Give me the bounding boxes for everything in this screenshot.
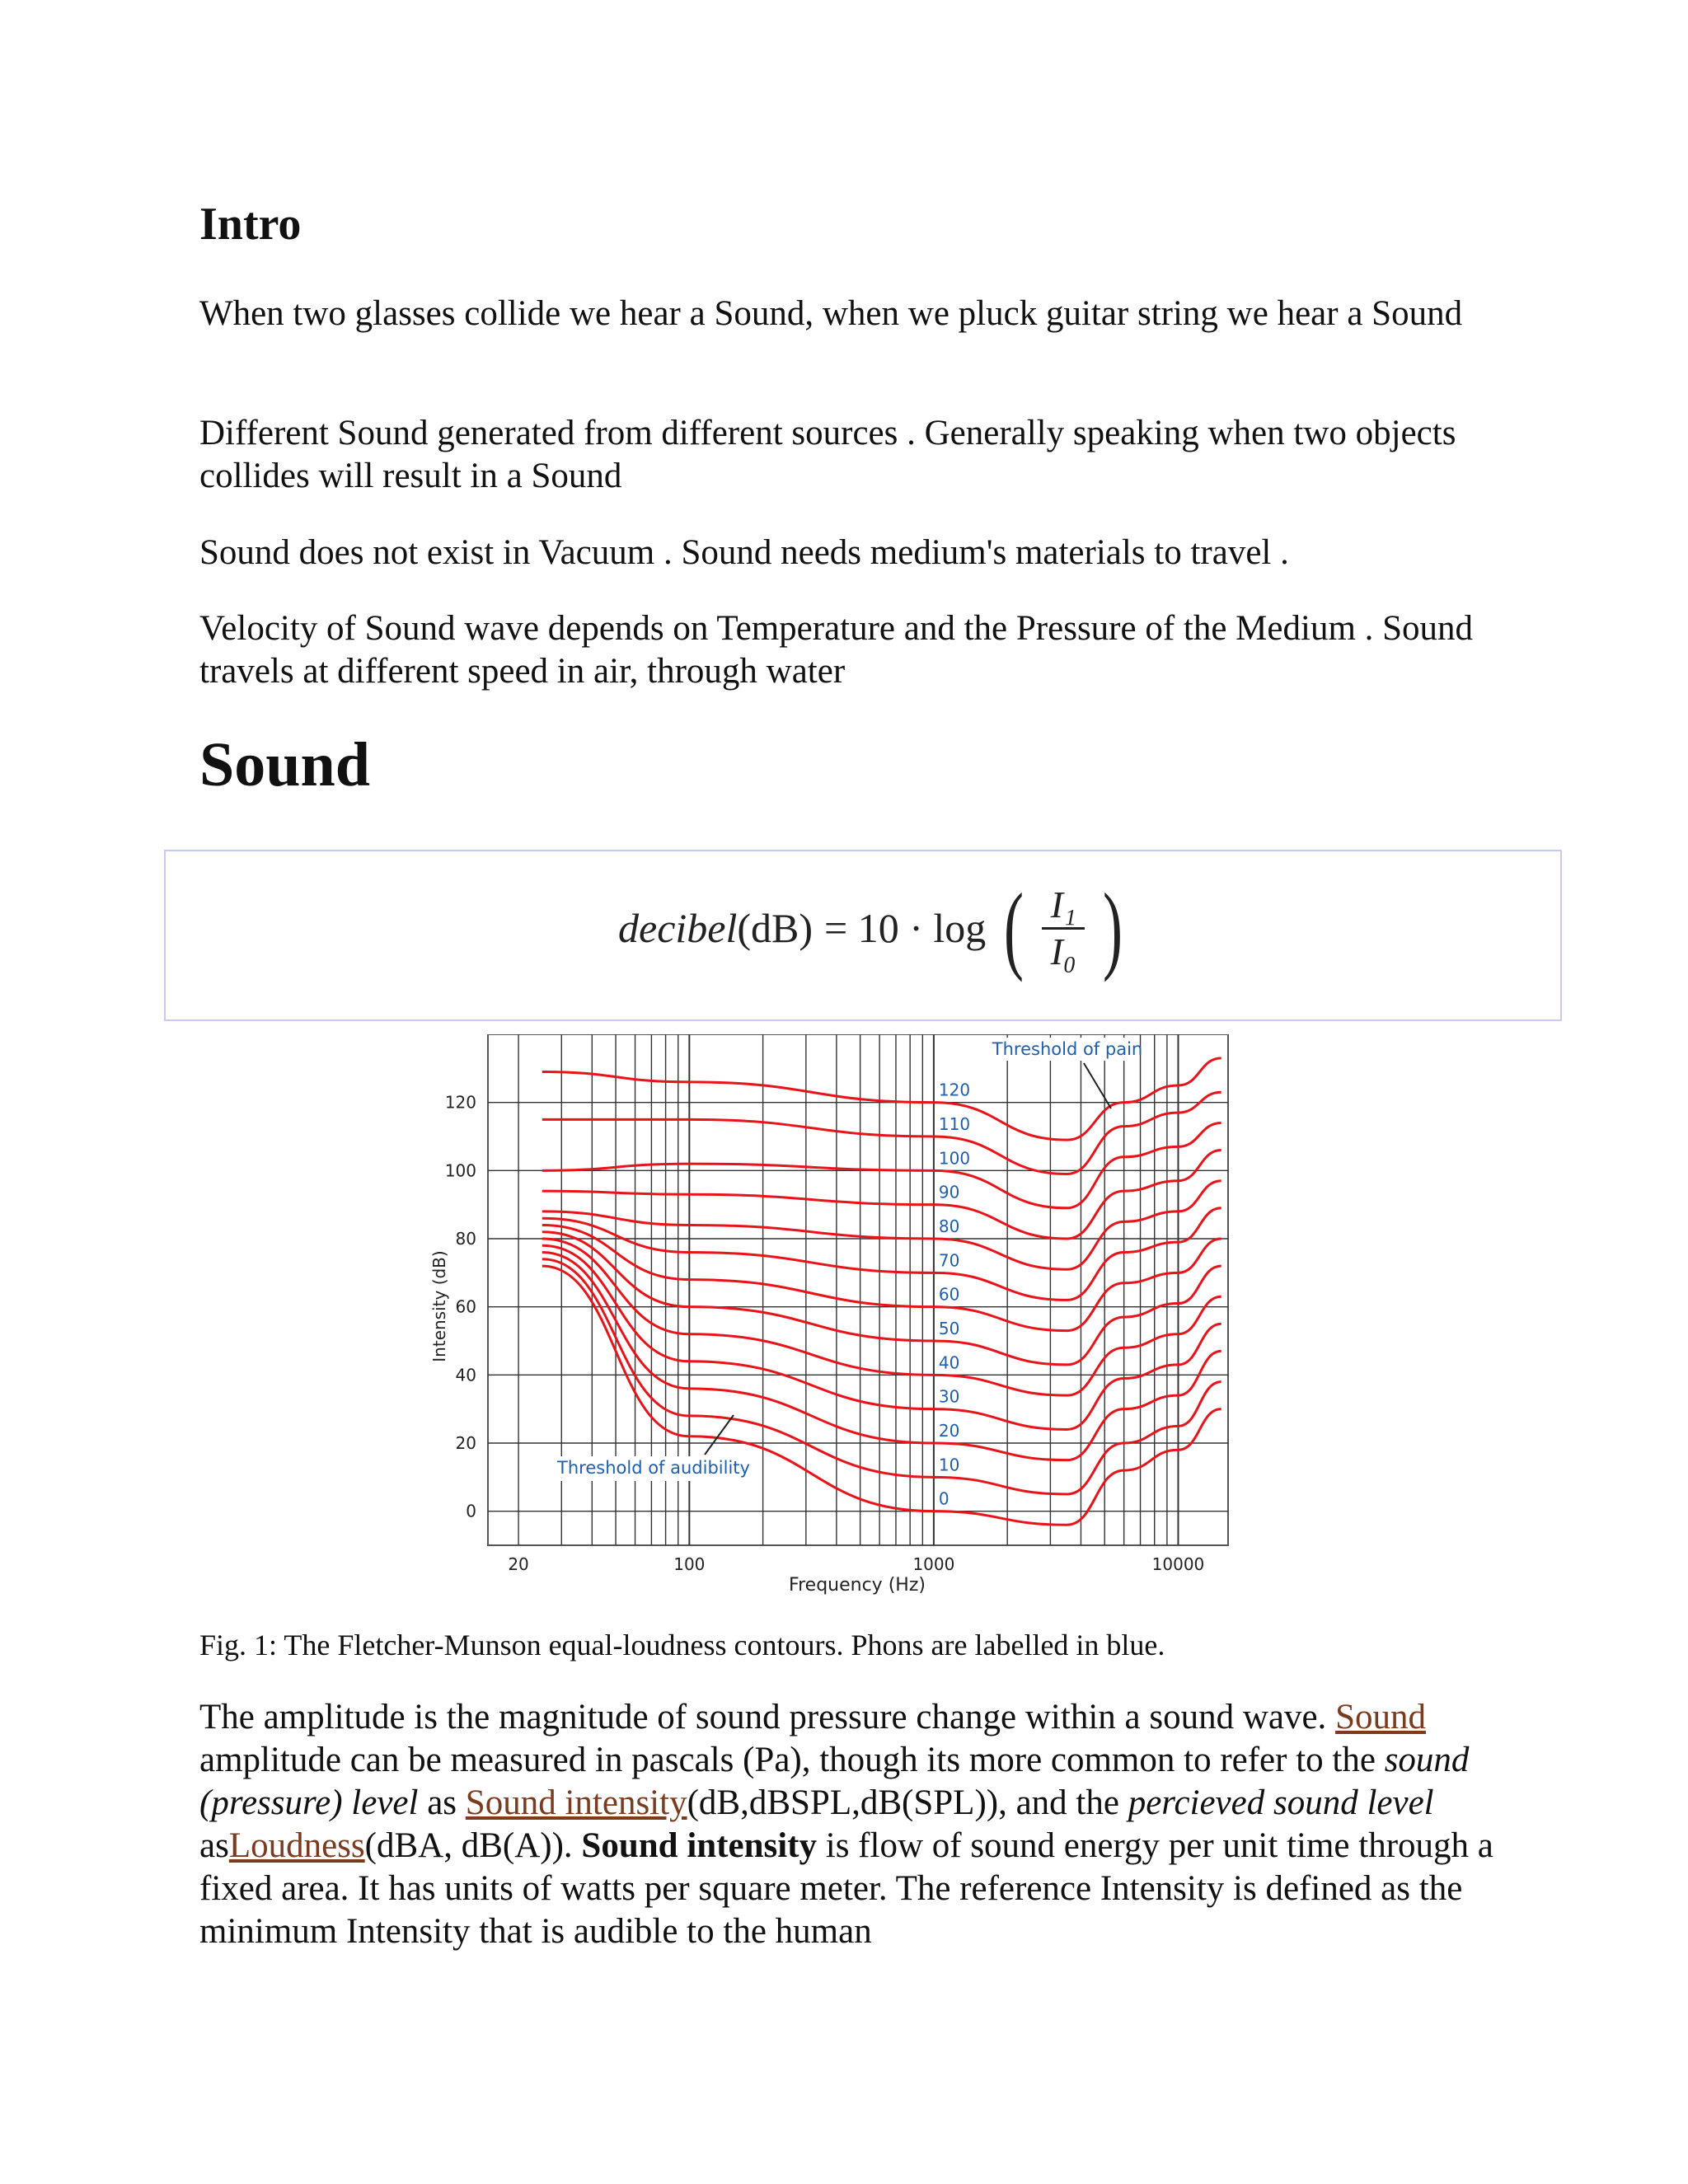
decibel-formula	[618, 873, 1129, 982]
sound-intensity-link[interactable]: Sound intensity	[465, 1783, 687, 1822]
formula-lhs: decibel(dB)	[618, 905, 814, 951]
x-tick-label: 1000	[912, 1554, 955, 1574]
intro-paragraph-1: When two glasses collide we hear a Sound, when we pluck guitar string we hear a Sound	[199, 294, 1463, 333]
y-axis-label: Intensity (dB)	[429, 1250, 449, 1362]
intro-paragraph-4: Velocity of Sound wave depends on Temperature and the Pressure of the Medium . Sound travels at different speed in air, through water	[199, 609, 1474, 691]
x-tick-label: 10000	[1151, 1554, 1205, 1574]
sound-heading: Sound	[199, 730, 371, 799]
phon-label-120: 120	[938, 1080, 971, 1100]
formula-fraction	[1042, 884, 1085, 972]
intro-heading: Intro	[199, 199, 302, 250]
x-tick-label: 20	[508, 1554, 529, 1574]
intro-paragraph-2: Different Sound generated from different sources . Generally speaking when two objects collides will result in a Sound	[199, 414, 1456, 495]
formula-rhs: = 10 · log	[824, 905, 987, 951]
y-tick-label: 80	[455, 1229, 476, 1249]
phon-label-90: 90	[938, 1182, 960, 1202]
phon-label-70: 70	[938, 1250, 960, 1271]
x-tick-label: 100	[673, 1554, 706, 1574]
phon-label-80: 80	[938, 1216, 960, 1236]
y-tick-label: 40	[455, 1365, 476, 1385]
phon-label-10: 10	[938, 1455, 960, 1475]
y-tick-label: 60	[455, 1296, 476, 1317]
y-tick-label: 20	[455, 1433, 476, 1453]
phon-label-50: 50	[938, 1319, 960, 1338]
intro-paragraph-3: Sound does not exist in Vacuum . Sound needs medium's materials to travel .	[199, 533, 1289, 572]
phon-label-60: 60	[938, 1284, 960, 1305]
phon-label-100: 100	[938, 1148, 971, 1169]
left-paren: (	[1004, 873, 1025, 982]
equal-loudness-chart	[429, 1034, 1253, 1611]
phon-label-20: 20	[938, 1421, 960, 1441]
figure-caption: Fig. 1: The Fletcher-Munson equal-loudness contours. Phons are labelled in blue.	[199, 1629, 1165, 1661]
right-paren: )	[1103, 873, 1123, 982]
y-tick-label: 100	[444, 1160, 476, 1181]
fraction-bar	[1042, 927, 1085, 930]
sound-link[interactable]: Sound	[1335, 1698, 1426, 1736]
formula-denominator: I₀	[1050, 930, 1076, 972]
phon-label-0: 0	[938, 1488, 950, 1509]
amplitude-paragraph: The amplitude is the magnitude of sound pressure change within a sound wave. Sound amplitude can be measured in pascals (Pa), though its more common to refer to the sound (pressure) level as Sound intensity(dB,dBSPL,dB(SPL)), and the percieved sound level asLoudness(dBA, dB(A)). Sound intensity is flow of sound energy per unit time through a fixed area. It has units of watts per square meter. The reference Intensity is defined as the minimum Intensity that is audible to the human	[199, 1698, 1493, 1951]
y-tick-label: 0	[466, 1501, 476, 1521]
formula-numerator: I₁	[1050, 883, 1076, 926]
threshold-of-pain-label: Threshold of pain	[992, 1039, 1143, 1059]
loudness-link[interactable]: Loudness	[228, 1826, 365, 1865]
phon-label-110: 110	[938, 1114, 971, 1134]
threshold-of-audibility-label: Threshold of audibility	[557, 1458, 750, 1478]
phon-label-30: 30	[938, 1386, 960, 1407]
phon-label-40: 40	[938, 1352, 960, 1373]
x-axis-label: Frequency (Hz)	[789, 1575, 926, 1596]
y-tick-label: 120	[444, 1092, 476, 1113]
